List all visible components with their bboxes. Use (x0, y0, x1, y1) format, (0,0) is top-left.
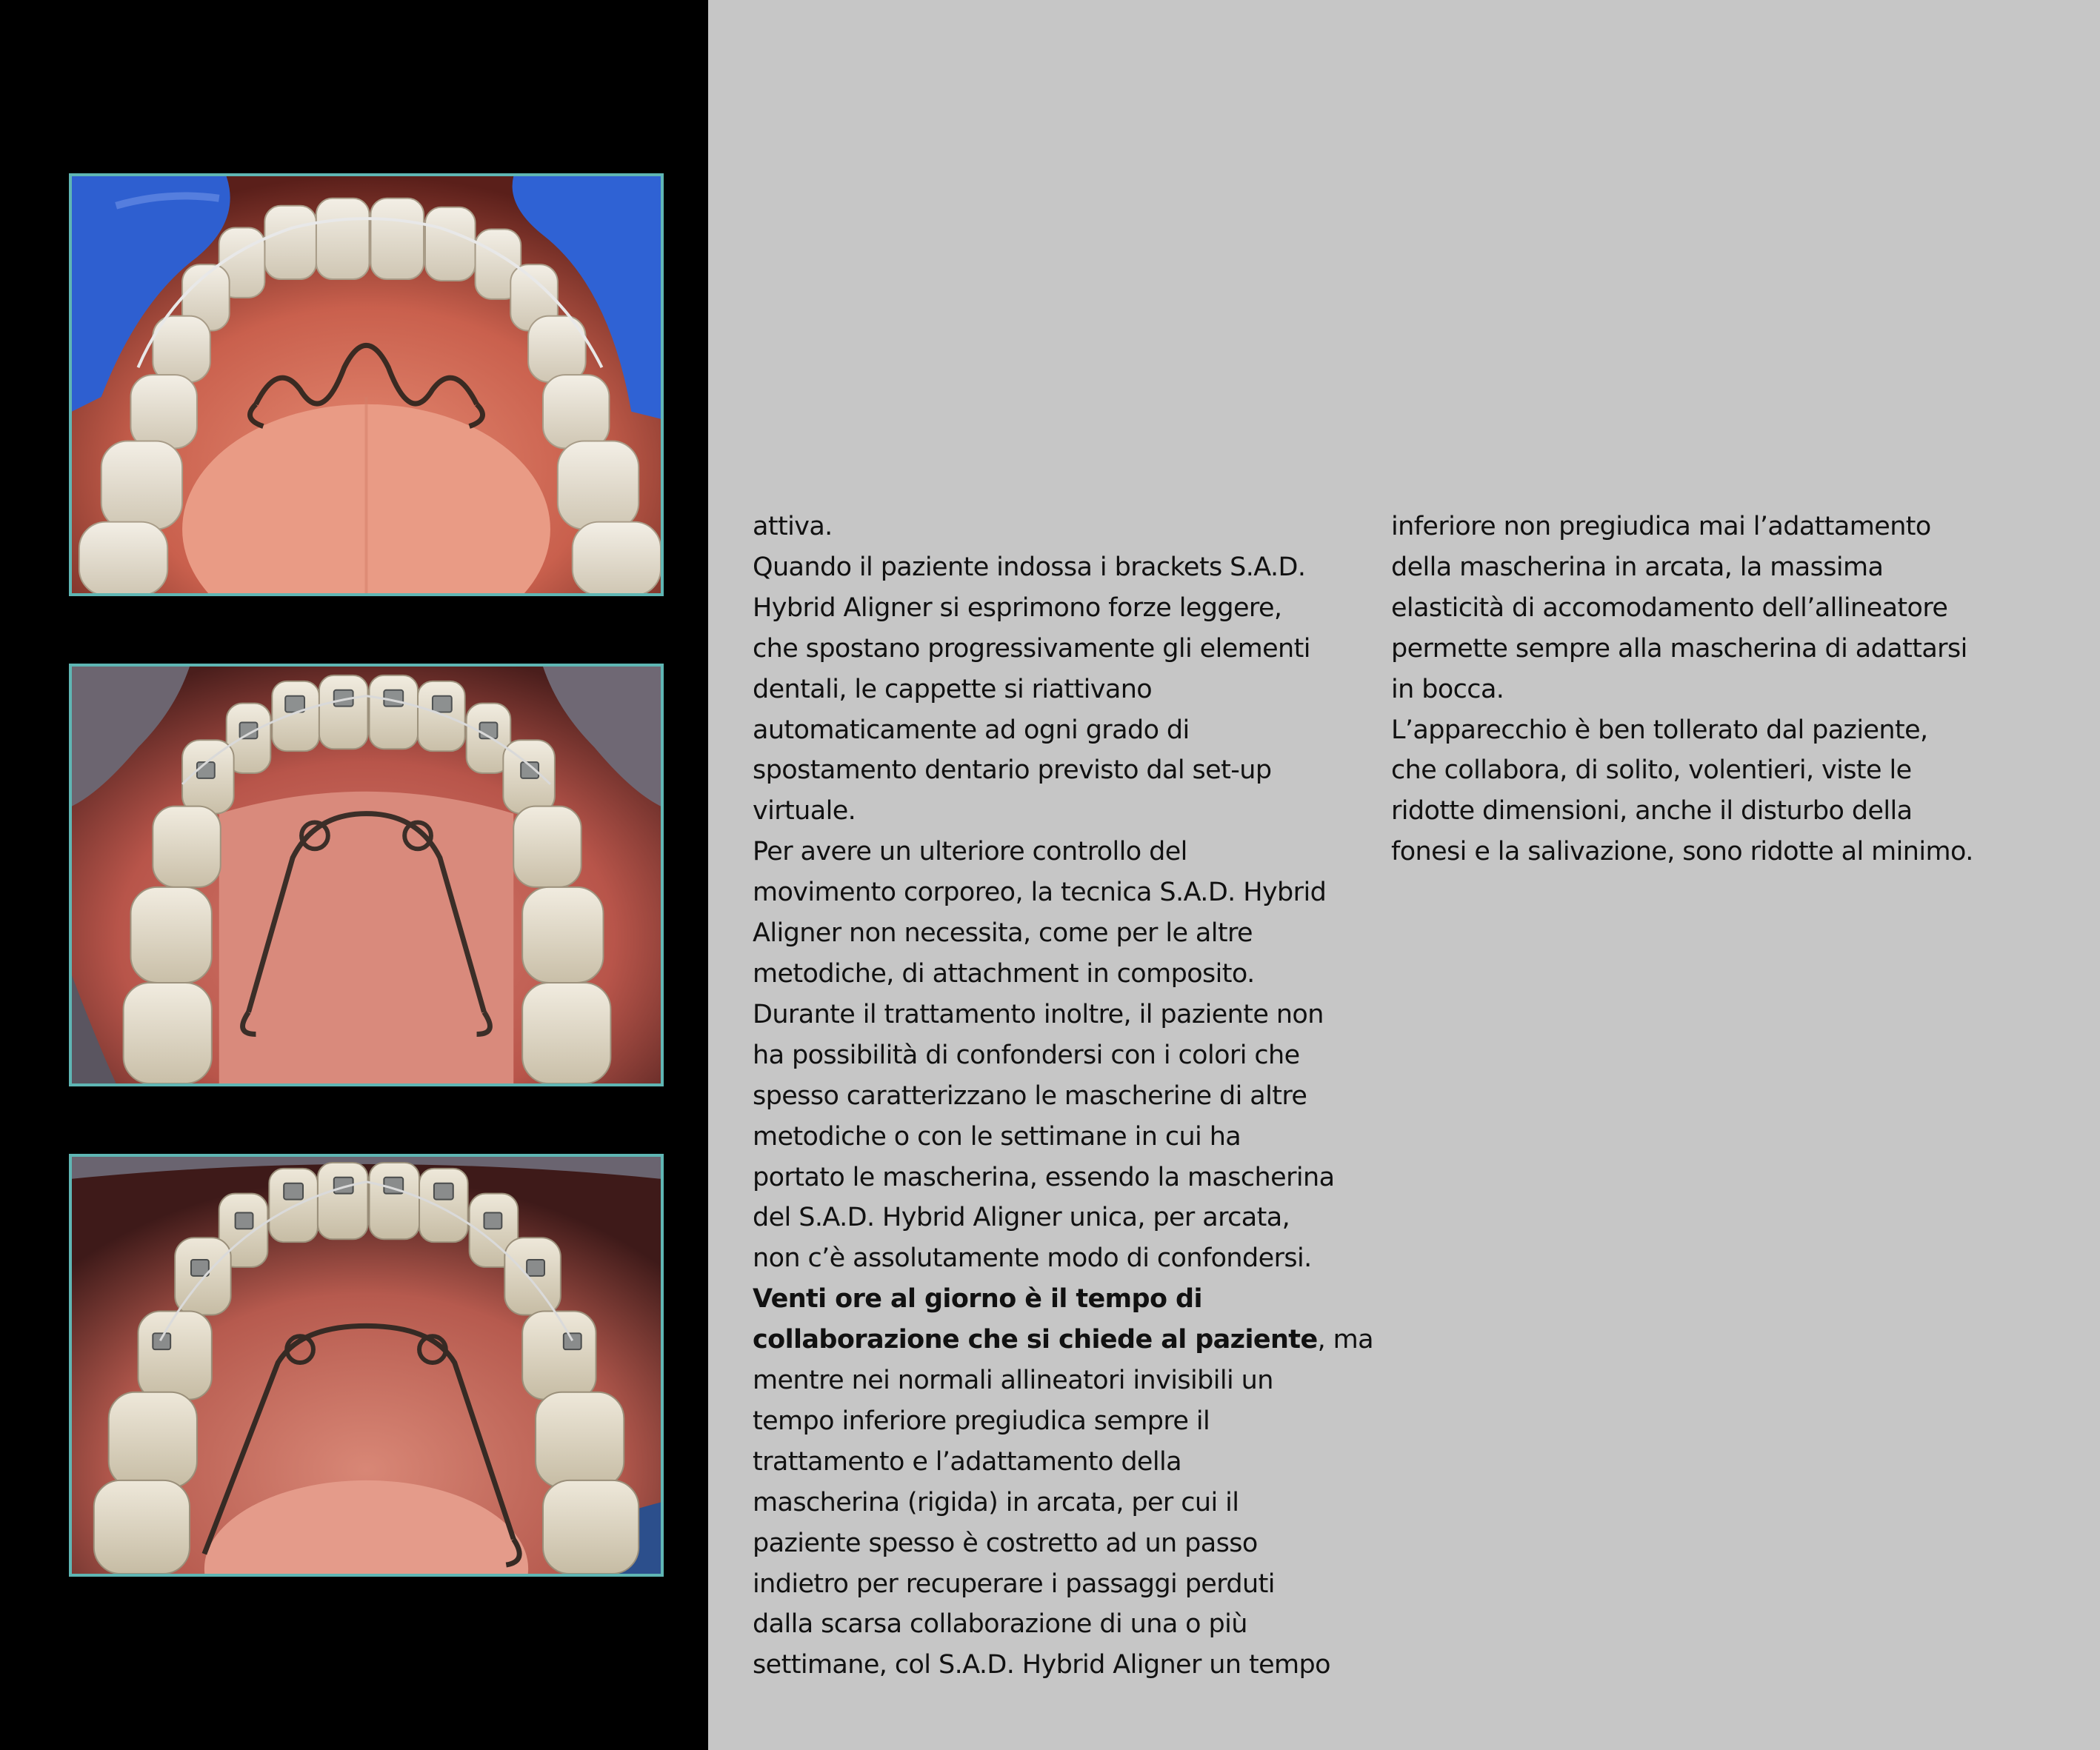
text-line: elasticità di accomodamento dell’allineatore (1391, 592, 1948, 623)
text-line: dentali, le cappette si riattivano (753, 674, 1153, 704)
text-line: paziente spesso è costretto ad un passo (753, 1528, 1258, 1558)
text-line: movimento corporeo, la tecnica S.A.D. Hybrid (753, 878, 1327, 908)
text-line: ridotte dimensioni, anche il disturbo della (1391, 796, 1913, 826)
text-line: automaticamente ad ogni grado di (753, 715, 1190, 745)
text-line: del S.A.D. Hybrid Aligner unica, per arcata, (753, 1203, 1290, 1233)
upper-arch-photo-3 (69, 1154, 664, 1577)
text-column-left (753, 507, 1373, 1686)
text-line: metodiche o con le settimane in cui ha (753, 1121, 1241, 1152)
bold-text-fragment: collaborazione che si chiede al paziente (753, 1325, 1318, 1355)
text-line: ha possibilità di confondersi con i colori che (753, 1040, 1300, 1070)
text-line: spostamento dentario previsto dal set-up (753, 755, 1272, 786)
text-line: inferiore non pregiudica mai l’adattamento (1391, 512, 1931, 541)
upper-arch-photo-2 (69, 664, 664, 1086)
text-line: Aligner non necessita, come per le altre (753, 918, 1253, 949)
text-line: spesso caratterizzano le mascherine di altre (753, 1081, 1307, 1111)
text-line: attiva. (753, 512, 833, 541)
text-line: non c’è assolutamente modo di confondersi. (753, 1243, 1312, 1274)
text-line: tempo inferiore pregiudica sempre il (753, 1406, 1210, 1436)
intraoral-photo-2-image (72, 667, 661, 1083)
photo-panel (0, 0, 708, 1750)
text-line: mentre nei normali allineatori invisibili un (753, 1366, 1273, 1396)
text-line: in bocca. (1391, 674, 1504, 704)
text-line: Per avere un ulteriore controllo del (753, 837, 1187, 867)
text-line: permette sempre alla mascherina di adattarsi (1391, 633, 1967, 664)
text-line: settimane, col S.A.D. Hybrid Aligner un tempo (753, 1650, 1330, 1680)
text-line: Hybrid Aligner si esprimono forze leggere, (753, 592, 1282, 623)
text-line: metodiche, di attachment in composito. (753, 958, 1255, 989)
text-line: indietro per recuperare i passaggi perduti (753, 1569, 1275, 1599)
text-line: mascherina (rigida) in arcata, per cui il (753, 1487, 1239, 1517)
mixed-text-line (753, 1320, 1373, 1360)
text-line: fonesi e la salivazione, sono ridotte al minimo. (1391, 837, 1973, 867)
text-line: che collabora, di solito, volentieri, viste le (1391, 755, 1912, 786)
text-line: dalla scarsa collaborazione di una o più (753, 1609, 1247, 1640)
text-line: della mascherina in arcata, la massima (1391, 552, 1884, 582)
text-line: Durante il trattamento inoltre, il paziente non (753, 999, 1324, 1029)
text-line: virtuale. (753, 796, 856, 826)
text-line: che spostano progressivamente gli elementi (753, 633, 1310, 664)
upper-arch-photo-1 (69, 173, 664, 596)
text-column-right (1391, 507, 1973, 872)
text-fragment: , ma (1317, 1325, 1373, 1355)
text-line: L’apparecchio è ben tollerato dal paziente, (1391, 715, 1928, 745)
bold-text-line: Venti ore al giorno è il tempo di (753, 1284, 1202, 1315)
text-line: portato le mascherina, essendo la mascherina (753, 1162, 1335, 1192)
text-line: Quando il paziente indossa i brackets S.A.D. (753, 552, 1306, 582)
intraoral-photo-3-image (72, 1157, 661, 1574)
text-line: trattamento e l’adattamento della (753, 1446, 1181, 1477)
intraoral-photo-1-image (72, 176, 661, 593)
